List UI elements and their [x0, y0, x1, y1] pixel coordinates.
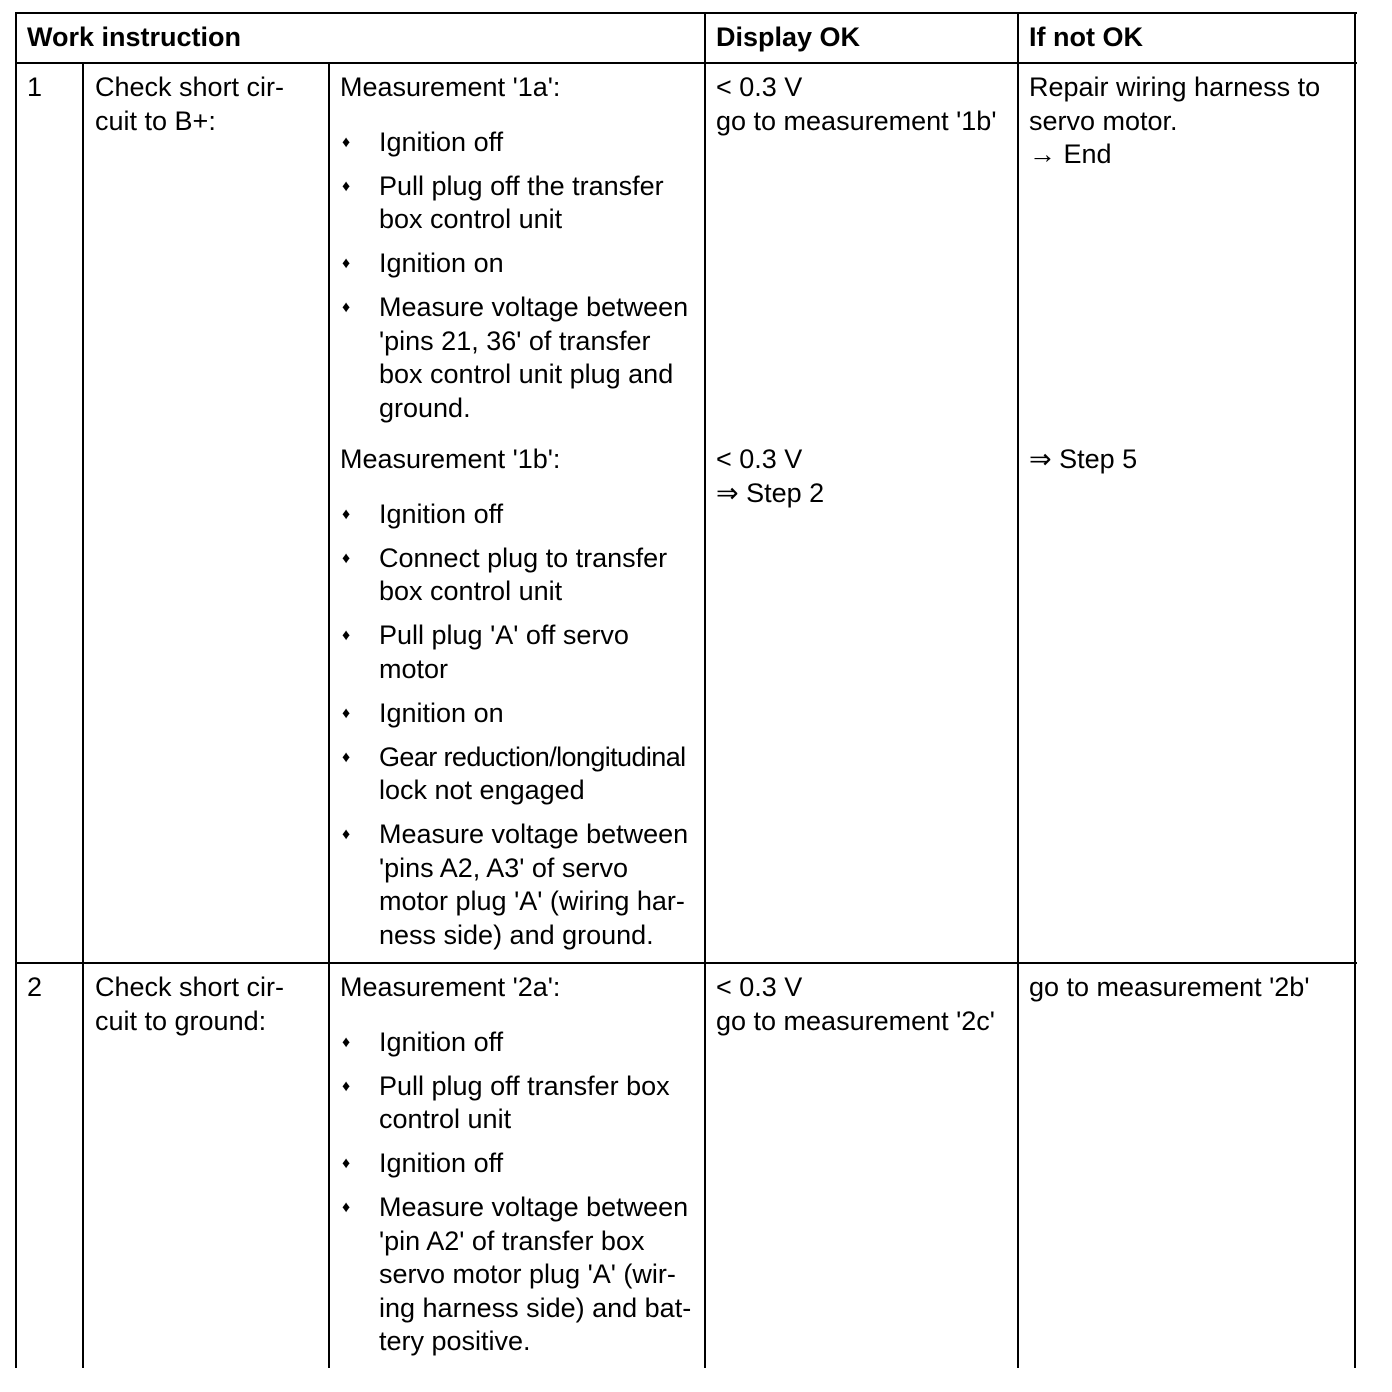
- header-work-instruction: Work instruction: [27, 22, 242, 52]
- title-column-border: [328, 62, 330, 1368]
- list-item-line: ness side) and ground.: [379, 919, 654, 950]
- list-item: [340, 1026, 700, 1060]
- step-title-line: Check short cir-: [95, 72, 285, 102]
- list-item-line: Measure voltage between: [379, 292, 689, 322]
- table-left-border: [15, 12, 17, 1368]
- if-not-ok-line: go to measurement '2b': [1029, 972, 1310, 1002]
- list-item-line: control unit: [379, 1104, 512, 1134]
- list-item-line: lock not engaged: [379, 775, 585, 805]
- display-ok-line: < 0.3 V: [716, 72, 803, 102]
- table-top-border: [15, 12, 1357, 14]
- diamond-bullet-icon: ♦: [342, 549, 351, 567]
- list-item-line: ing harness side) and bat-: [379, 1292, 692, 1323]
- list-item-line: 'pins A2, A3' of servo: [379, 852, 628, 883]
- display-ok-line: go to measurement '1b': [716, 105, 997, 136]
- if-not-ok-line: Repair wiring harness to: [1029, 72, 1321, 102]
- display-ok-line: < 0.3 V: [716, 972, 803, 1002]
- measurement-block: [340, 971, 700, 1359]
- measurement-label: Measurement '1b':: [340, 444, 561, 474]
- diamond-bullet-icon: ♦: [342, 505, 351, 523]
- measurement-block: [340, 443, 700, 952]
- list-item-line: Ignition off: [379, 126, 504, 157]
- list-item: [340, 818, 700, 952]
- list-item-line: motor plug 'A' (wiring har-: [379, 886, 685, 916]
- list-item: [340, 741, 700, 808]
- step-number: 1: [27, 72, 43, 102]
- diamond-bullet-icon: ♦: [342, 627, 351, 644]
- list-item-line: Pull plug off the transfer: [379, 170, 664, 201]
- step-title: [95, 71, 284, 138]
- step-title: [95, 971, 284, 1038]
- if-not-ok-line: → End: [1029, 139, 1112, 169]
- list-item: [340, 697, 700, 731]
- list-item-line: Ignition on: [379, 248, 504, 278]
- display-ok-line: go to measurement '2c': [716, 1005, 995, 1036]
- list-item: [340, 1191, 700, 1359]
- header-bottom-border: [15, 62, 1357, 64]
- list-item-line: Measure voltage between: [379, 1192, 689, 1222]
- list-item: [340, 126, 700, 160]
- list-item-line: box control unit: [379, 204, 563, 234]
- list-item-line: Measure voltage between: [379, 819, 689, 849]
- list-item-line: Gear reduction/longitudinal: [379, 741, 686, 772]
- step-title-line: cuit to B+:: [95, 105, 216, 136]
- list-item-line: Pull plug 'A' off servo: [379, 620, 629, 650]
- measurement-label: Measurement '2a':: [340, 972, 561, 1002]
- list-item: [340, 247, 700, 281]
- list-item-line: Ignition on: [379, 697, 504, 728]
- measurement-steps-list: [340, 498, 700, 953]
- display-ok-line: ⇒ Step 2: [716, 477, 825, 508]
- if-not-ok-line: ⇒ Step 5: [1029, 444, 1138, 474]
- header-if-not-ok: If not OK: [1029, 22, 1143, 52]
- diamond-bullet-icon: ♦: [342, 1199, 351, 1216]
- table-right-border: [1354, 12, 1356, 1368]
- number-column-border: [82, 62, 84, 1368]
- list-item-line: motor: [379, 653, 449, 684]
- step-1-bottom-border: [15, 962, 1357, 964]
- diamond-bullet-icon: ♦: [342, 704, 351, 722]
- measurement-steps-list: [340, 1026, 700, 1359]
- measurement-label: Measurement '1a':: [340, 72, 561, 102]
- list-item: [340, 170, 700, 237]
- list-item-line: tery positive.: [379, 1326, 531, 1356]
- list-item-line: ground.: [379, 392, 471, 423]
- list-item-line: 'pin A2' of transfer box: [379, 1225, 645, 1256]
- display-ok-text: [716, 971, 995, 1038]
- diamond-bullet-icon: ♦: [342, 177, 351, 195]
- list-item-line: box control unit plug and: [379, 359, 674, 389]
- diamond-bullet-icon: ♦: [342, 1155, 351, 1172]
- measurement-block: [340, 71, 700, 425]
- list-item: [340, 542, 700, 609]
- list-item-line: Connect plug to transfer: [379, 542, 668, 573]
- if-not-ok-text: [1029, 71, 1320, 172]
- step-number: 2: [27, 972, 43, 1002]
- if-not-ok-text: [1029, 443, 1137, 477]
- diamond-bullet-icon: ♦: [342, 255, 351, 272]
- if-not-ok-column-border: [1017, 12, 1019, 1368]
- diamond-bullet-icon: ♦: [342, 748, 351, 766]
- list-item-line: servo motor plug 'A' (wir-: [379, 1259, 676, 1289]
- header-display-ok: Display OK: [716, 22, 861, 52]
- list-item: [340, 619, 700, 686]
- display-ok-text: [716, 71, 996, 138]
- diamond-bullet-icon: ♦: [342, 299, 351, 316]
- list-item-line: Ignition off: [379, 1026, 504, 1057]
- step-title-line: cuit to ground:: [95, 1005, 267, 1036]
- display-ok-text: [716, 443, 824, 510]
- list-item-line: Ignition off: [379, 498, 504, 529]
- if-not-ok-text: [1029, 971, 1309, 1005]
- list-item: [340, 498, 700, 532]
- diamond-bullet-icon: ♦: [342, 826, 351, 843]
- step-title-line: Check short cir-: [95, 972, 285, 1002]
- list-item-line: 'pins 21, 36' of transfer: [379, 325, 651, 356]
- list-item: [340, 1070, 700, 1137]
- list-item-line: Pull plug off transfer box: [379, 1070, 670, 1101]
- measurement-steps-list: [340, 126, 700, 426]
- diamond-bullet-icon: ♦: [342, 133, 351, 151]
- diamond-bullet-icon: ♦: [342, 1033, 351, 1051]
- if-not-ok-line: servo motor.: [1029, 105, 1178, 136]
- list-item-line: Ignition off: [379, 1148, 504, 1178]
- display-ok-column-border: [704, 12, 706, 1368]
- list-item-line: box control unit: [379, 576, 563, 606]
- diamond-bullet-icon: ♦: [342, 1077, 351, 1095]
- list-item: [340, 291, 700, 425]
- list-item: [340, 1147, 700, 1181]
- display-ok-line: < 0.3 V: [716, 444, 803, 474]
